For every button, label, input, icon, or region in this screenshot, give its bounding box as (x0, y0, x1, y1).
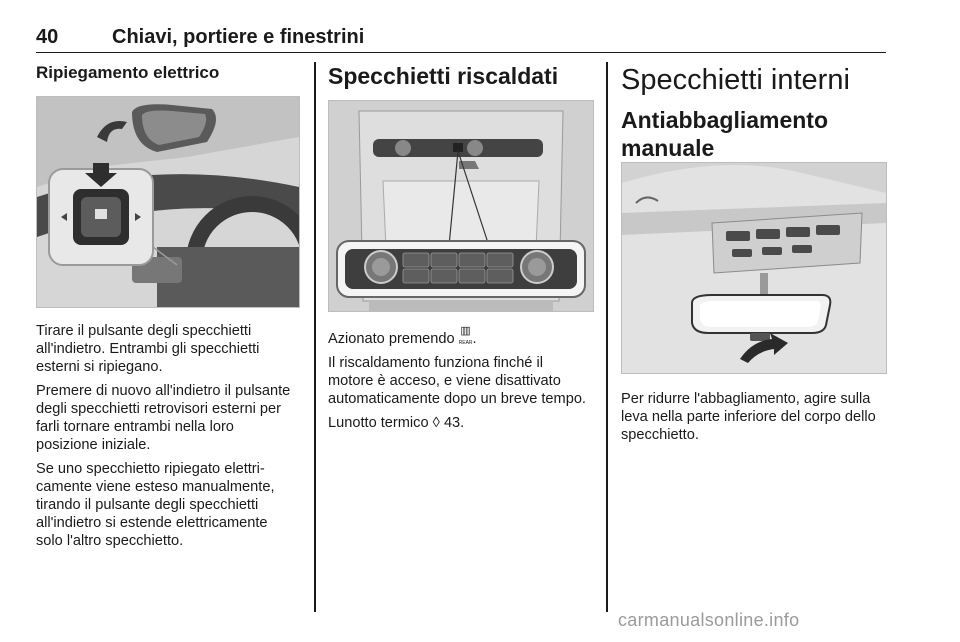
paragraph: Azionato premendo ▥ REAR. (328, 325, 477, 347)
climate-panel-figure (328, 100, 594, 312)
paragraph: Lunotto termico ◊ 43. (328, 415, 465, 431)
section-heading: Ripiegamento elettrico (36, 63, 220, 82)
paragraph: Per ridurre l'abbagliamento, agire sulla leva nella parte inferiore del corpo dello specchietto. (621, 391, 876, 443)
column-divider (314, 62, 316, 612)
column-heated-mirrors (328, 62, 592, 90)
interior-mirror-figure (621, 162, 887, 374)
column-divider (606, 62, 608, 612)
watermark: carmanualsonline.info (618, 610, 800, 630)
paragraph: Premere di nuovo all'indietro il pulsante degli specchietti retrovisori esterni per farli tornare entrambi nella loro posizione iniziale. (36, 383, 291, 453)
paragraph: Il riscaldamento funziona finché il motore è acceso, e viene disattivato automaticamente dopo un breve tempo. (328, 355, 586, 407)
section-heading: Specchietti riscaldati (328, 63, 559, 89)
page-number: 40 (36, 26, 59, 48)
column-interior-mirrors-text (621, 390, 885, 450)
mirror-fold-figure (36, 96, 300, 308)
paragraph: Tirare il pulsante degli specchietti all'indietro. Entrambi gli specchietti esterni si ripiegano. (36, 323, 260, 375)
section-subtitle: Antiabbagliamento manuale (621, 107, 829, 161)
page-reference-link[interactable]: 43 (443, 415, 461, 431)
column-electric-folding-text (36, 322, 298, 556)
column-electric-folding (36, 62, 298, 84)
paragraph: Se uno specchietto ripiegato elettri-camente viene esteso manualmente, tirando il pulsante degli specchietti all'indietro si estende elettricamente solo l'altro specchietto. (36, 461, 275, 549)
page-header (36, 24, 886, 53)
chapter-title: Chiavi, portiere e finestrini (112, 26, 365, 48)
section-title: Specchietti interni (621, 64, 850, 96)
rear-window-heat-icon: ▥ REAR (458, 325, 473, 346)
column-heated-mirrors-text (328, 326, 592, 438)
column-interior-mirrors (621, 62, 885, 162)
page-reference-icon: ◊ (432, 415, 440, 431)
